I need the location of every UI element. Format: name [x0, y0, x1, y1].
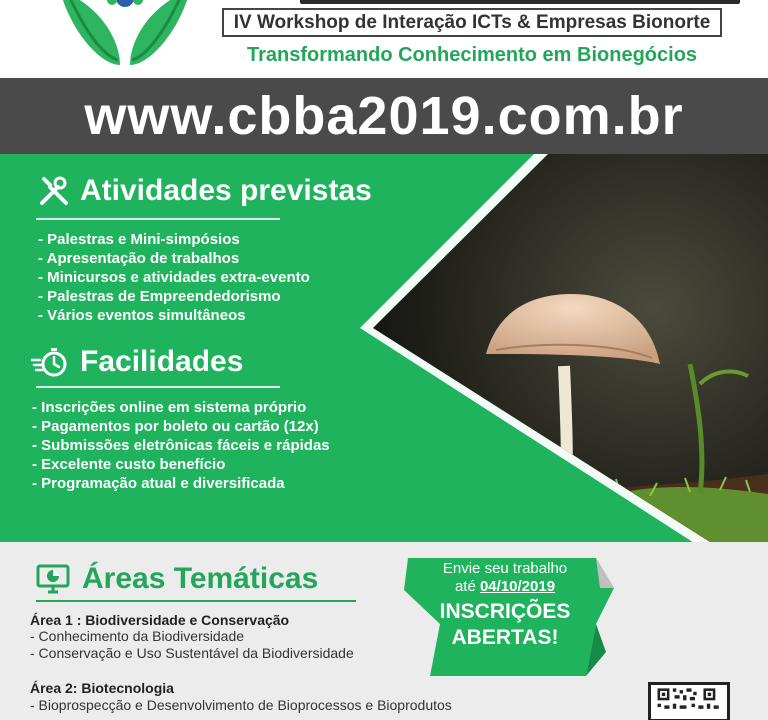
leaf-logo	[40, 0, 210, 70]
list-item: - Minicursos e atividades extra-evento	[38, 269, 310, 286]
atividades-list	[38, 230, 310, 325]
tagline: Transformando Conhecimento em Bionegócios	[246, 44, 698, 66]
list-item: - Apresentação de trabalhos	[38, 250, 240, 267]
url-band	[0, 78, 768, 154]
header	[0, 0, 768, 78]
area2-title: Área 2: Biotecnologia	[30, 680, 174, 696]
workshop-title: IV Workshop de Interação ICTs & Empresas Bionorte	[222, 8, 722, 37]
list-item: - Vários eventos simultâneos	[38, 307, 246, 324]
callout-line2	[410, 578, 600, 595]
list-item: - Programação atual e diversificada	[32, 475, 285, 492]
areas-panel	[0, 542, 768, 720]
monitor-chart-icon	[36, 563, 70, 595]
list-item: - Conservação e Uso Sustentável da Biodiversidade	[30, 645, 354, 661]
list-item: - Palestras de Empreendedorismo	[38, 288, 281, 305]
callout-line3: INSCRIÇÕES	[439, 600, 571, 623]
facilidades-underline	[36, 386, 280, 388]
callout-line4: ABERTAS!	[451, 626, 559, 649]
deadline-date: 04/10/2019	[479, 578, 556, 595]
title-bar-cut	[300, 0, 740, 4]
list-item: - Bioprospecção e Desenvolvimento de Bioprocessos e Bioprodutos	[30, 697, 452, 713]
list-item: - Conhecimento da Biodiversidade	[30, 628, 245, 644]
qr-code[interactable]	[648, 682, 730, 720]
callout-line1: Envie seu trabalho	[442, 560, 568, 577]
facilidades-heading	[30, 345, 243, 379]
facilidades-list	[32, 398, 330, 493]
atividades-underline	[36, 218, 280, 220]
list-item: - Pagamentos por boleto ou cartão (12x)	[32, 418, 319, 435]
areas-underline	[36, 600, 356, 602]
list-item: - Inscrições online em sistema próprio	[32, 399, 307, 416]
green-panel	[0, 154, 768, 542]
areas-title: Áreas Temáticas	[82, 562, 319, 595]
list-item: - Excelente custo benefício	[32, 456, 226, 473]
areas-heading	[36, 562, 318, 596]
list-item: - Palestras e Mini-simpósios	[38, 231, 240, 248]
list-item: - Submissões eletrônicas fáceis e rápidas	[32, 437, 330, 454]
tools-icon	[38, 175, 70, 207]
area1-title: Área 1 : Biodiversidade e Conservação	[30, 612, 290, 628]
website-url[interactable]: www.cbba2019.com.br	[84, 86, 684, 146]
atividades-title: Atividades previstas	[80, 174, 372, 207]
stopwatch-icon	[30, 346, 70, 378]
callout-prefix: até	[454, 578, 480, 595]
atividades-heading	[38, 174, 372, 208]
facilidades-title: Facilidades	[80, 345, 244, 378]
